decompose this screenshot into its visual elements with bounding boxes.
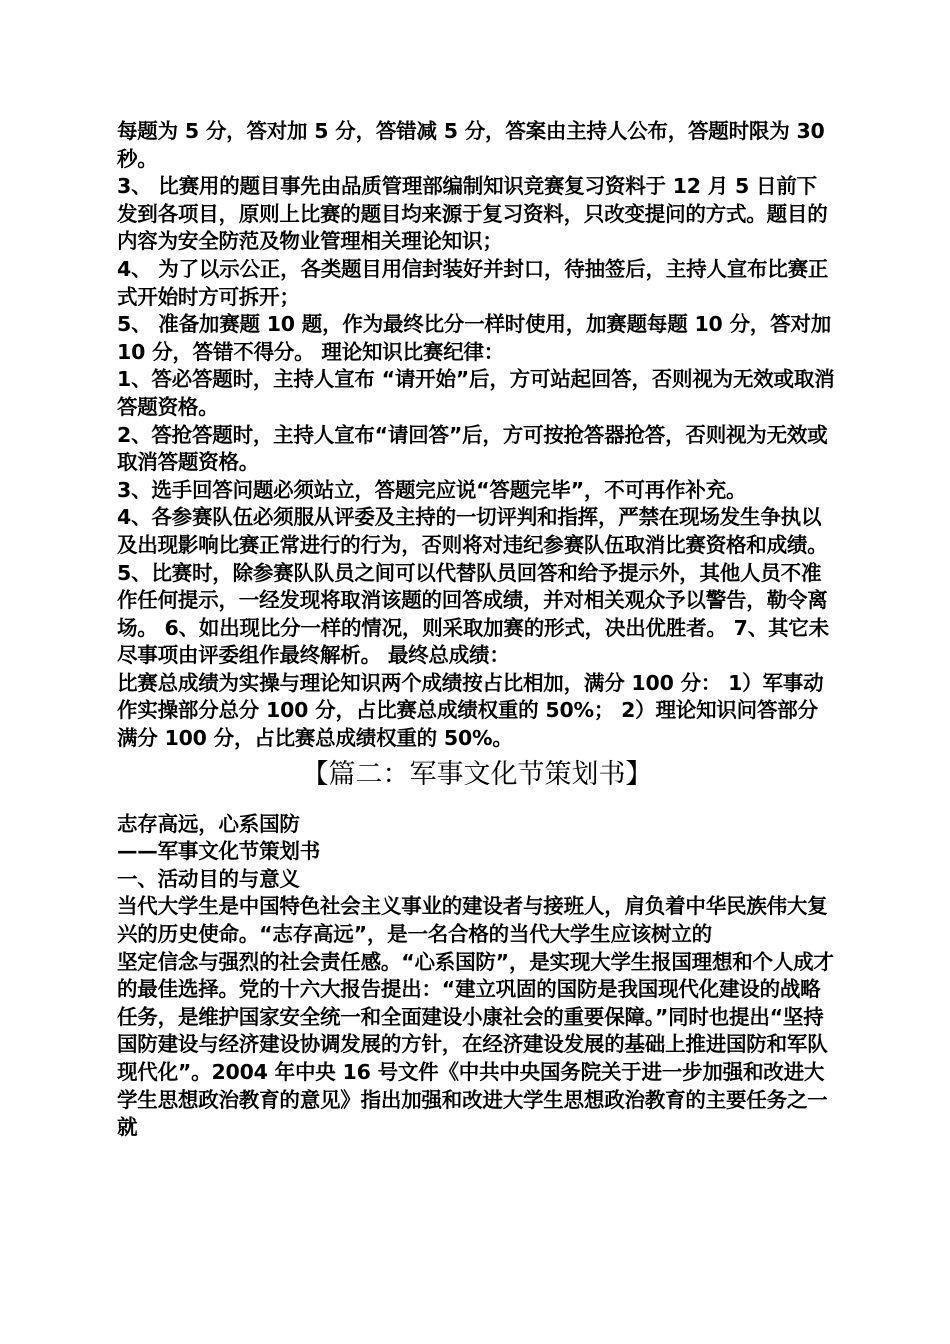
body-paragraph: 当代大学生是中国特色社会主义事业的建设者与接班人，肩负着中华民族伟大复兴的历史使命。“志存高远”，是一名合格的当代大学生应该树立的 [117,894,828,947]
body-paragraph: 3、 比赛用的题目事先由品质管理部编制知识竞赛复习资料于 12 月 5 日前下发到各项目，原则上比赛的题目均来源于复习资料，只改变提问的方式。题目的内容为安全防范及物业管理相关理论知识； [117,174,828,254]
section-heading: 【篇二：军事文化节策划书】 [301,758,653,790]
body-paragraph: 3、选手回答问题必须站立，答题完应说“答题完毕”，不可再作补充。 [117,477,747,502]
subsection-heading: 一、活动目的与意义 [117,866,300,891]
body-paragraph: 2、答抢答题时，主持人宣布“请回答”后，方可按抢答器抢答，否则视为无效或取消答题资格。 [117,422,828,475]
body-paragraph: 坚定信念与强烈的社会责任感。“心系国防”，是实现大学生报国理想和个人成才的最佳选择。党的十六大报告提出：“建立巩固的国防是我国现代化建设的战略任务，是维护国家安全统一和全面建设小康社会的重要保障。”同时也提出“坚持国防建设与经济建设协调发展的方针，在经济建设发展的基础上推进国防和军队现代化”。2004 年中央 16 号文件《中共中央国务院关于进一步加强和改进大学生思想政治教育的意见》指出加强和改进大学生思想政治教育的主要任务之一就 [117,949,834,1140]
plan-subtitle: ——军事文化节策划书 [117,839,320,864]
body-paragraph: 每题为 5 分，答对加 5 分，答错减 5 分，答案由主持人公布，答题时限为 30 秒。 [117,119,825,171]
body-paragraph: 4、 为了以示公正，各类题目用信封装好并封口，待抽签后，主持人宣布比赛正式开始时方可拆开； [117,256,829,309]
body-paragraph: 5、 准备加赛题 10 题，作为最终比分一样时使用，加赛题每题 10 分，答对加 10 分，答错不得分。 理论知识比赛纪律： [117,312,832,364]
plan-title: 志存高远，心系国防 [117,811,300,836]
body-paragraph: 1、答必答题时，主持人宣布 “请开始”后，方可站起回答，否则视为无效或取消答题资格。 [117,367,835,419]
body-paragraph: 4、各参赛队伍必须服从评委及主持的一切评判和指挥，严禁在现场发生争执以及出现影响比赛正常进行的行为，否则将对违纪参赛队伍取消比赛资格和成绩。 [117,505,828,557]
body-paragraph: 比赛总成绩为实操与理论知识两个成绩按占比相加，满分 100 分： 1）军事动作实操部分总分 100 分，占比赛总成绩权重的 50%； 2）理论知识问答部分满分 100 分，占比赛总成绩权重的 50%。 [117,670,824,751]
body-paragraph: 5、比赛时，除参赛队队员之间可以代替队员回答和给予提示外，其他人员不准作任何提示，一经发现将取消该题的回答成绩，并对相关观众予以警告，勒令离场。 6、如出现比分一样的情况，则采取加赛的形式，决出优胜者。 7、其它未尽事项由评委组作最终解析。 最终总成绩： [117,560,829,668]
document-body [117,118,837,1142]
